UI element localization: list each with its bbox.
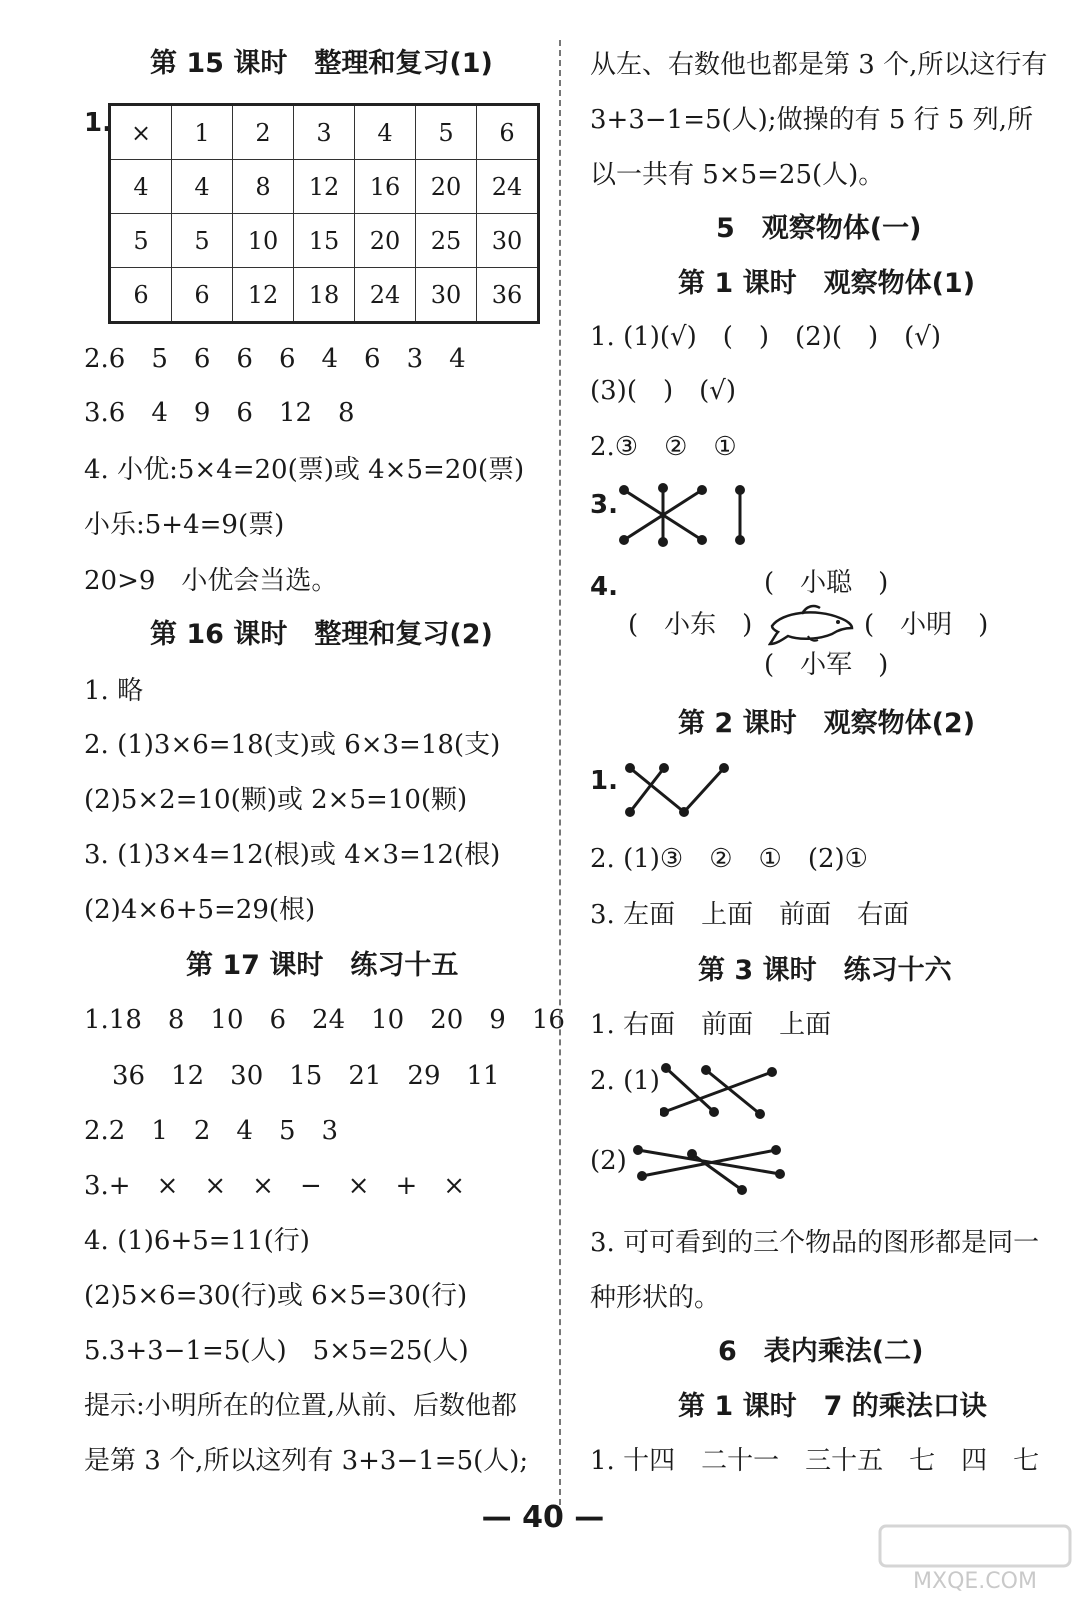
position-bottom: ( 小军 ) [764,650,889,680]
answer-4-line-3: 20>9 小优会当选。 [84,566,338,596]
table-row [110,105,539,160]
lesson-17-heading: 第 17 课时 练习十五 [186,950,459,981]
lesson16-answer-3b: (2)4×6+5=29(根) [84,895,316,925]
r-answer-1a: 1. (1)(√) ( ) (2)( ) (√) [590,322,942,352]
table-cell: 8 [233,160,294,214]
table-cell: 10 [233,214,294,268]
r-lesson3-answer-2a: 2. (1) [590,1066,660,1096]
table-cell: 3 [294,105,355,160]
r-answer-4-number: 4. [590,572,618,602]
r-lesson-3-heading: 第 3 课时 练习十六 [698,955,952,986]
lesson16-answer-2b: (2)5×2=10(颗)或 2×5=10(颗) [84,785,468,815]
table-cell: 15 [294,214,355,268]
r-answer-3-number: 3. [590,490,618,520]
r-lesson-1-heading: 第 1 课时 观察物体(1) [678,268,976,299]
table-cell: 24 [477,160,539,214]
r-answer-1b: (3)( ) (√) [590,376,736,406]
watermark-text: MXQE.COM [913,1569,1037,1594]
answer-4-line-2: 小乐:5+4=9(票) [84,510,285,540]
unit-6-heading: 6 表内乘法(二) [718,1336,924,1367]
table-cell: 2 [233,105,294,160]
table-cell: 24 [355,268,416,323]
table-cell: × [110,105,172,160]
table-cell: 4 [355,105,416,160]
table-cell: 30 [416,268,477,323]
lesson17-answer-2: 2.2 1 2 4 5 3 [84,1116,339,1146]
table-cell: 5 [172,214,233,268]
page-number: — 40 — [481,1500,605,1535]
lesson17-answer-1a: 1.18 8 10 6 24 10 20 9 16 [84,1005,565,1035]
r-lesson2-answer-2: 2. (1)③ ② ① (2)① [590,844,868,874]
table-cell: 12 [294,160,355,214]
r-lesson3-answer-3b: 种形状的。 [590,1283,721,1313]
answer-2: 2.6 5 6 6 6 4 6 3 4 [84,344,466,374]
crossed-lines-figure-1 [660,1062,780,1122]
r-lesson3-answer-1: 1. 右面 前面 上面 [590,1010,832,1040]
table-row [110,214,539,268]
r-lesson-4-heading: 第 1 课时 7 的乘法口诀 [678,1391,987,1422]
r-lesson3-answer-2b: (2) [590,1146,627,1176]
hint-line-1: 提示:小明所在的位置,从前、后数他都 [84,1391,518,1421]
position-top: ( 小聪 ) [764,568,889,598]
lesson17-answer-1b: 36 12 30 15 21 29 11 [112,1061,500,1091]
column-divider [559,40,561,1515]
table-cell: 12 [233,268,294,323]
lesson17-answer-4a: 4. (1)6+5=11(行) [84,1226,310,1256]
table-cell: 4 [172,160,233,214]
q1-number: 1. [84,108,112,138]
answer-3: 3.6 4 9 6 12 8 [84,398,355,428]
lesson-15-heading: 第 15 课时 整理和复习(1) [150,48,493,79]
table-cell: 6 [172,268,233,323]
star-lines-figure [618,482,758,552]
hint-line-2: 是第 3 个,所以这列有 3+3−1=5(人); [84,1446,529,1476]
r-lesson2-answer-3: 3. 左面 上面 前面 右面 [590,900,910,930]
lesson16-answer-2a: 2. (1)3×6=18(支)或 6×3=18(支) [84,730,501,760]
r-lesson2-answer-1-number: 1. [590,766,618,796]
lesson17-answer-3: 3.+ × × × − × + × [84,1171,466,1201]
lesson17-answer-5: 5.3+3−1=5(人) 5×5=25(人) [84,1336,469,1366]
table-cell: 20 [355,214,416,268]
lesson-16-heading: 第 16 课时 整理和复习(2) [150,619,493,650]
table-cell: 20 [416,160,477,214]
table-row [110,268,539,323]
lesson16-answer-3a: 3. (1)3×4=12(根)或 4×3=12(根) [84,840,501,870]
multiplication-table [108,103,540,324]
crossed-lines-figure-2 [632,1140,792,1200]
table-cell: 16 [355,160,416,214]
lesson17-answer-4b: (2)5×6=30(行)或 6×5=30(行) [84,1281,468,1311]
table-cell: 6 [110,268,172,323]
hint-continued-3: 以一共有 5×5=25(人)。 [590,160,885,190]
r-lesson4-answer-1: 1. 十四 二十一 三十五 七 四 七 [590,1446,1040,1476]
hint-continued-2: 3+3−1=5(人);做操的有 5 行 5 列,所 [590,105,1033,135]
position-left: ( 小东 ) [628,610,753,640]
table-cell: 1 [172,105,233,160]
table-cell: 25 [416,214,477,268]
r-answer-2: 2.③ ② ① [590,432,737,462]
table-cell: 18 [294,268,355,323]
table-cell: 30 [477,214,539,268]
r-lesson3-answer-3a: 3. 可可看到的三个物品的图形都是同一 [590,1228,1040,1258]
table-cell: 36 [477,268,539,323]
table-cell: 5 [110,214,172,268]
table-cell: 5 [416,105,477,160]
position-right: ( 小明 ) [864,610,989,640]
table-row [110,160,539,214]
table-cell: 4 [110,160,172,214]
watermark-logo [870,1520,1080,1595]
hint-continued-1: 从左、右数他也都是第 3 个,所以这行有 [590,50,1048,80]
cross-lines-figure [624,760,734,820]
unit-5-heading: 5 观察物体(一) [716,213,922,244]
table-cell: 6 [477,105,539,160]
dolphin-icon [768,604,856,646]
r-lesson-2-heading: 第 2 课时 观察物体(2) [678,708,976,739]
lesson16-answer-1: 1. 略 [84,676,144,706]
answer-4-line-1: 4. 小优:5×4=20(票)或 4×5=20(票) [84,455,525,485]
